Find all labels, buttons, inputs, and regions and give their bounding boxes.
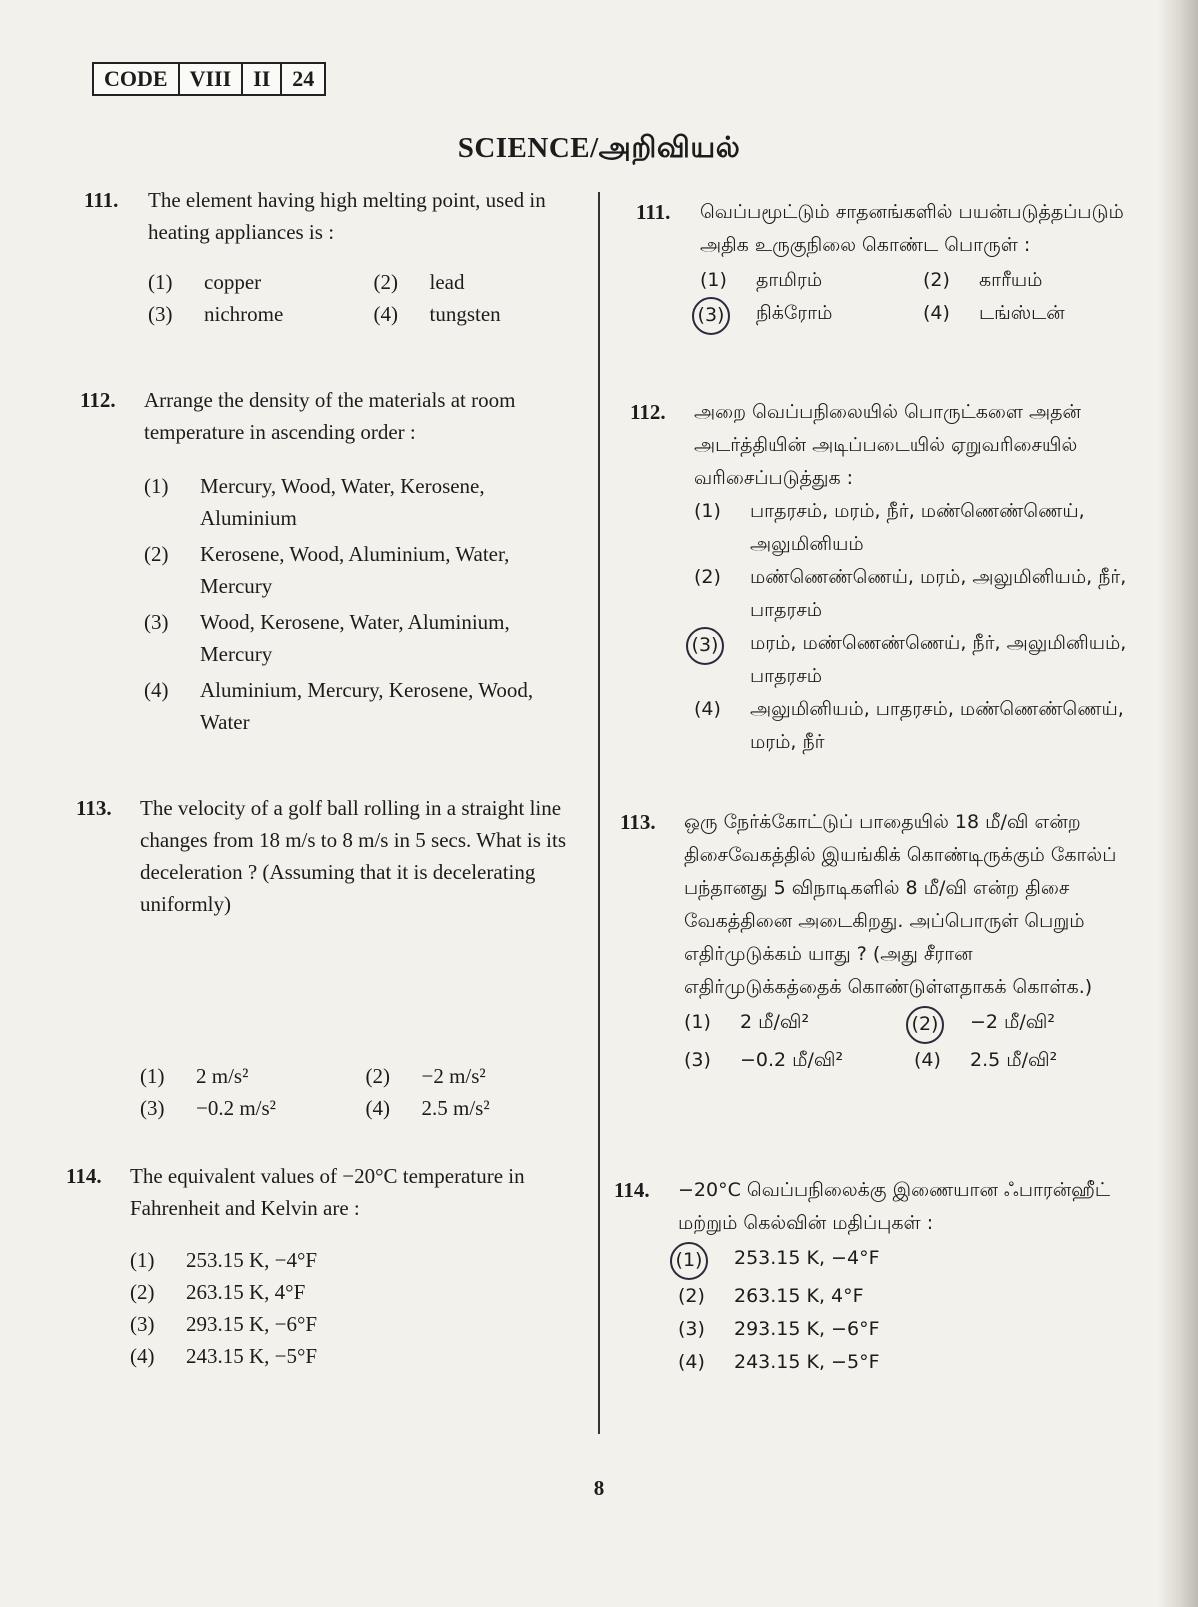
option-3[interactable]: (3) nichrome <box>148 302 284 326</box>
option-1[interactable]: (1) 2 m/s² <box>140 1064 249 1088</box>
circled-answer-mark: (3) <box>686 627 724 665</box>
option-3[interactable]: (3) 293.15 K, −6°F <box>678 1318 880 1340</box>
options <box>148 266 589 330</box>
question-stem: அறை வெப்பநிலையில் பொருட்களை அதன் அடர்த்தியின் அடிப்படையில் ஏறுவரிசையில் வரிசைப்படுத்துக : <box>694 401 1081 489</box>
code-label: CODE <box>94 64 180 94</box>
options <box>697 264 1136 335</box>
option-1[interactable]: (1) பாதரசம், மரம், நீர், மண்ணெண்ணெய், அலுமினியம் <box>694 500 1085 555</box>
option-1[interactable]: (1) Mercury, Wood, Water, Kerosene, Aluminium <box>144 474 485 530</box>
question-114-en <box>66 1160 571 1372</box>
question-stem: The equivalent values of −20°C temperature in Fahrenheit and Kelvin are : <box>130 1164 525 1220</box>
question-stem: ஒரு நேர்க்கோட்டுப் பாதையில் 18 மீ/வி என்ற திசைவேகத்தில் இயங்கிக் கொண்டிருக்கும் கோல்ப் பந்தானது 5 விநாடிகளில் 8 மீ/வி என்ற திசை வேகத்தினை அடைகிறது. அப்பொருள் பெறும் எதிர்முடுக்கம் யாது ? (அது சீரான எதிர்முடுக்கத்தைக் கொண்டுள்ளதாகக் கொள்க.) <box>684 811 1117 998</box>
option-2[interactable]: (2) −2 m/s² <box>365 1064 486 1088</box>
circled-answer-mark: (1) <box>670 1242 708 1280</box>
question-number: 112. <box>80 388 116 412</box>
options <box>144 470 585 738</box>
question-114-ta <box>614 1174 1134 1379</box>
code-level: VIII <box>180 64 244 94</box>
option-4[interactable]: (4) 2.5 மீ/வி² <box>914 1049 1058 1071</box>
option-3[interactable]: (3) −0.2 மீ/வி² <box>684 1049 844 1071</box>
option-2[interactable]: (2) மண்ணெண்ணெய், மரம், அலுமினியம், நீர், பாதரசம் <box>694 566 1127 621</box>
option-4[interactable]: (4) tungsten <box>373 302 501 326</box>
option-3[interactable]: (3) நிக்ரோம் <box>700 297 913 335</box>
question-number: 114. <box>614 1178 650 1202</box>
column-divider <box>598 192 600 1434</box>
question-number: 112. <box>630 400 666 424</box>
option-4[interactable]: (4) 243.15 K, −5°F <box>130 1344 318 1368</box>
option-3[interactable]: (3) 293.15 K, −6°F <box>130 1312 318 1336</box>
page-edge-shadow <box>1158 0 1198 1607</box>
option-2[interactable]: (2) 263.15 K, 4°F <box>130 1280 306 1304</box>
question-113-ta <box>620 806 1134 1077</box>
question-111-en <box>84 184 589 330</box>
options <box>130 1244 571 1372</box>
question-112-ta <box>630 396 1134 759</box>
option-2[interactable]: (2) lead <box>373 270 465 294</box>
option-4[interactable]: (4) 243.15 K, −5°F <box>678 1351 880 1373</box>
question-number: 113. <box>76 796 112 820</box>
option-2[interactable]: (2) Kerosene, Wood, Aluminium, Water, Mercury <box>144 542 510 598</box>
option-1[interactable]: (1) 253.15 K, −4°F <box>130 1248 318 1272</box>
option-2[interactable]: (2) 263.15 K, 4°F <box>678 1285 864 1307</box>
option-4[interactable]: (4) டங்ஸ்டன் <box>923 302 1065 324</box>
code-paper: II <box>243 64 282 94</box>
circled-answer-mark: (2) <box>906 1006 944 1044</box>
question-stem: வெப்பமூட்டும் சாதனங்களில் பயன்படுத்தப்படும் அதிக உருகுநிலை கொண்ட பொருள் : <box>700 201 1124 256</box>
question-stem: −20°C வெப்பநிலைக்கு இணையான ஃபாரன்ஹீட் மற்றும் கெல்வின் மதிப்புகள் : <box>678 1179 1110 1234</box>
options <box>675 1242 1134 1379</box>
question-stem: The velocity of a golf ball rolling in a straight line changes from 18 m/s to 8 m/s in 5 secs. What is its deceleration ? (Assuming that it is decelerating uniformly) <box>140 796 566 916</box>
question-number: 111. <box>84 188 119 212</box>
question-number: 114. <box>66 1164 102 1188</box>
option-1[interactable]: (1) 253.15 K, −4°F <box>678 1242 1134 1280</box>
option-4[interactable]: (4) Aluminium, Mercury, Kerosene, Wood, Water <box>144 678 534 734</box>
options <box>684 1006 1134 1077</box>
page-title: SCIENCE/அறிவியல் <box>457 132 741 164</box>
option-1[interactable]: (1) 2 மீ/வி² <box>684 1011 810 1033</box>
option-2[interactable]: (2) −2 மீ/வி² <box>914 1006 1134 1044</box>
option-4[interactable]: (4) அலுமினியம், பாதரசம், மண்ணெண்ணெய், மரம், நீர் <box>694 698 1124 753</box>
option-3[interactable]: (3) −0.2 m/s² <box>140 1096 276 1120</box>
code-year: 24 <box>292 66 315 91</box>
question-number: 111. <box>636 200 671 224</box>
options <box>140 1060 581 1124</box>
question-stem: The element having high melting point, used in heating appliances is : <box>148 188 546 244</box>
question-111-ta <box>636 196 1136 335</box>
option-4[interactable]: (4) 2.5 m/s² <box>365 1096 490 1120</box>
question-number: 113. <box>620 810 656 834</box>
options <box>691 495 1134 759</box>
circled-answer-mark: (3) <box>692 297 730 335</box>
question-112-en <box>80 384 585 738</box>
question-113-en <box>76 792 581 1124</box>
option-1[interactable]: (1) copper <box>148 270 262 294</box>
code-box <box>92 62 326 96</box>
option-3[interactable]: (3) Wood, Kerosene, Water, Aluminium, Mercury <box>144 610 510 666</box>
question-stem: Arrange the density of the materials at room temperature in ascending order : <box>144 388 516 444</box>
page-number: 8 <box>593 1476 605 1500</box>
option-3[interactable]: (3) மரம், மண்ணெண்ணெய், நீர், அலுமினியம், பாதரசம் <box>694 627 1134 693</box>
option-1[interactable]: (1) தாமிரம் <box>700 269 823 291</box>
option-2[interactable]: (2) காரீயம் <box>923 269 1043 291</box>
